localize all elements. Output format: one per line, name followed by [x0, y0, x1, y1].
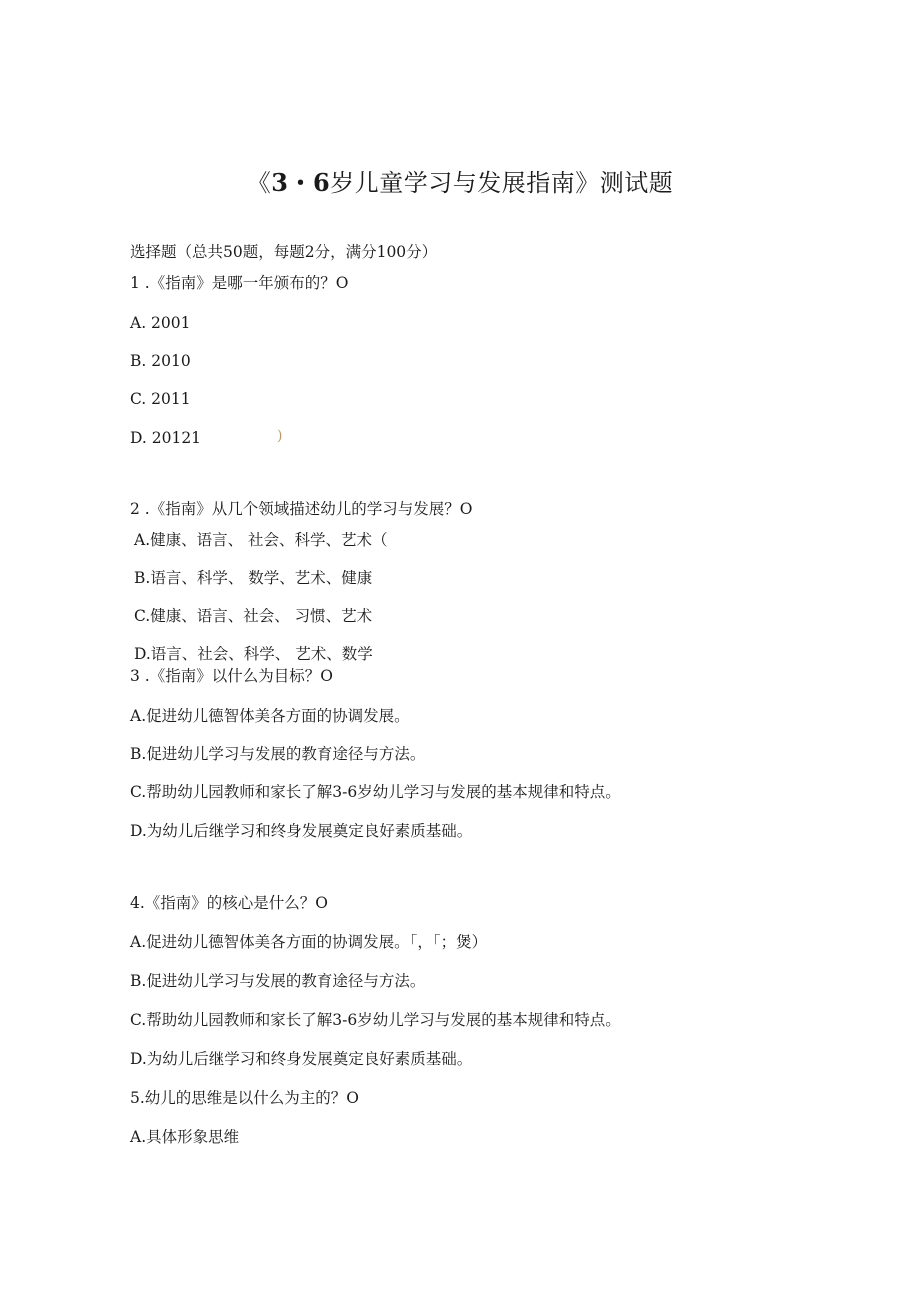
question-4-stem: 4.《指南》的核心是什么？O	[130, 894, 328, 912]
question-4-option-d: D.为幼儿后继学习和终身发展奠定良好素质基础。	[130, 1050, 473, 1068]
question-2-option-d: D.语言、社会、科学、 艺术、数学	[134, 645, 373, 663]
title-age-range: 3・6	[271, 168, 331, 197]
question-3-option-c: C.帮助幼儿园教师和家长了解3-6岁幼儿学习与发展的基本规律和特点。	[130, 783, 621, 801]
question-1-option-b: B. 2010	[130, 352, 191, 370]
section-intro: 选择题（总共50题，每题2分，满分100分）	[130, 243, 438, 261]
question-4-option-a: A.促进幼儿德智体美各方面的协调发展。「，「；煲）	[130, 933, 488, 951]
document-title	[0, 163, 920, 198]
question-3-stem: 3 .《指南》以什么为目标？O	[130, 667, 333, 685]
question-1-option-d: D. 20121	[130, 429, 202, 447]
question-1-option-c: C. 2011	[130, 390, 191, 408]
question-2-option-a: A.健康、语言、 社会、科学、艺术（	[134, 531, 388, 549]
question-2-option-c: C.健康、语言、社会、 习惯、艺术	[134, 607, 373, 625]
question-2-stem: 2 .《指南》从几个领域描述幼儿的学习与发展？O	[130, 500, 473, 518]
question-3-option-b: B.促进幼儿学习与发展的教育途径与方法。	[130, 745, 426, 763]
title-prefix: 《	[246, 169, 272, 197]
question-1-option-a: A. 2001	[130, 314, 191, 332]
question-3-option-a: A.促进幼儿德智体美各方面的协调发展。	[130, 707, 410, 725]
question-1-stem: 1 .《指南》是哪一年颁布的？O	[130, 274, 349, 292]
stray-mark: )	[277, 428, 283, 444]
question-4-option-b: B.促进幼儿学习与发展的教育途径与方法。	[130, 972, 426, 990]
question-5-stem: 5.幼儿的思维是以什么为主的？O	[130, 1089, 359, 1107]
question-5-option-a: A.具体形象思维	[130, 1128, 240, 1146]
title-suffix: 岁儿童学习与发展指南》测试题	[330, 169, 674, 197]
question-4-option-c: C.帮助幼儿园教师和家长了解3-6岁幼儿学习与发展的基本规律和特点。	[130, 1011, 621, 1029]
question-2-option-b: B.语言、科学、 数学、艺术、健康	[134, 569, 373, 587]
question-3-option-d: D.为幼儿后继学习和终身发展奠定良好素质基础。	[130, 822, 473, 840]
